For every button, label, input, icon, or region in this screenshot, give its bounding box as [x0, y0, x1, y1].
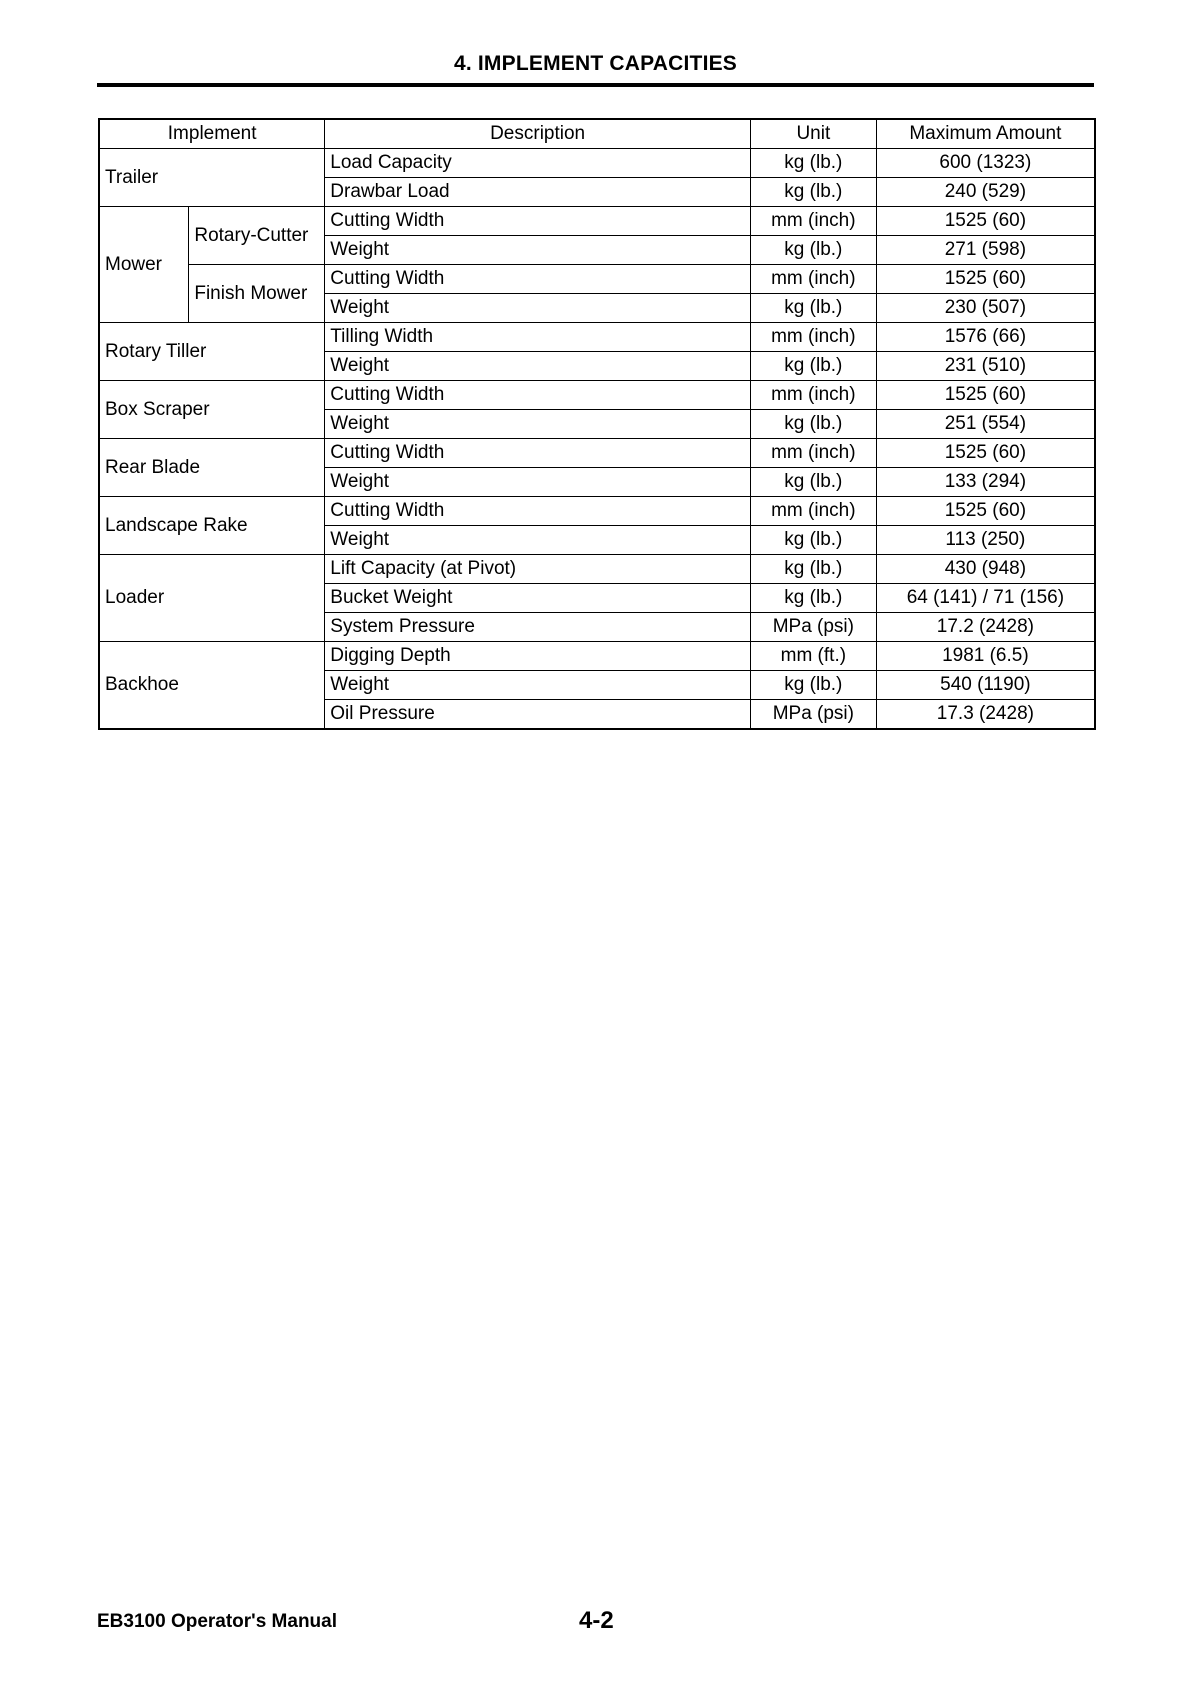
row-unit: kg (lb.): [750, 526, 876, 555]
row-max: 240 (529): [876, 178, 1095, 207]
table-row: [99, 149, 1095, 178]
table-row: [99, 497, 1095, 526]
row-unit: mm (ft.): [750, 642, 876, 671]
row-description: Drawbar Load: [325, 178, 751, 207]
row-description: Lift Capacity (at Pivot): [325, 555, 751, 584]
row-unit: mm (inch): [750, 207, 876, 236]
row-max: 251 (554): [876, 410, 1095, 439]
table-row: [99, 265, 1095, 294]
header-unit: Unit: [750, 119, 876, 149]
row-max: 230 (507): [876, 294, 1095, 323]
row-description: Weight: [325, 236, 751, 265]
group-rotary-tiller: Rotary Tiller: [99, 323, 325, 381]
row-description: Cutting Width: [325, 381, 751, 410]
row-max: 113 (250): [876, 526, 1095, 555]
row-unit: kg (lb.): [750, 468, 876, 497]
row-max: 430 (948): [876, 555, 1095, 584]
row-unit: mm (inch): [750, 439, 876, 468]
row-unit: kg (lb.): [750, 555, 876, 584]
row-max: 271 (598): [876, 236, 1095, 265]
row-max: 133 (294): [876, 468, 1095, 497]
footer-page-number: 4-2: [579, 1607, 614, 1634]
row-max: 17.2 (2428): [876, 613, 1095, 642]
row-unit: mm (inch): [750, 497, 876, 526]
row-unit: MPa (psi): [750, 613, 876, 642]
page-title: 4. IMPLEMENT CAPACITIES: [453, 52, 738, 75]
row-description: Load Capacity: [325, 149, 751, 178]
implement-capacities-table: [98, 118, 1096, 730]
row-max: 1525 (60): [876, 497, 1095, 526]
group-rear-blade: Rear Blade: [99, 439, 325, 497]
group-loader: Loader: [99, 555, 325, 642]
row-max: 1525 (60): [876, 381, 1095, 410]
group-backhoe: Backhoe: [99, 642, 325, 730]
group-mower: Mower: [99, 207, 189, 323]
row-description: Weight: [325, 671, 751, 700]
row-max: 64 (141) / 71 (156): [876, 584, 1095, 613]
row-description: Bucket Weight: [325, 584, 751, 613]
row-unit: kg (lb.): [750, 236, 876, 265]
row-max: 540 (1190): [876, 671, 1095, 700]
row-max: 231 (510): [876, 352, 1095, 381]
row-unit: kg (lb.): [750, 671, 876, 700]
subgroup-rotary-cutter: Rotary-Cutter: [189, 207, 325, 265]
row-max: 1525 (60): [876, 207, 1095, 236]
group-landscape-rake: Landscape Rake: [99, 497, 325, 555]
row-description: Weight: [325, 410, 751, 439]
title-divider: [97, 83, 1094, 87]
row-description: Weight: [325, 526, 751, 555]
row-description: Weight: [325, 294, 751, 323]
row-unit: kg (lb.): [750, 352, 876, 381]
row-description: Cutting Width: [325, 207, 751, 236]
row-max: 1981 (6.5): [876, 642, 1095, 671]
row-description: Weight: [325, 352, 751, 381]
row-description: Cutting Width: [325, 497, 751, 526]
row-max: 1525 (60): [876, 439, 1095, 468]
footer-manual-title: EB3100 Operator's Manual: [97, 1611, 337, 1632]
row-unit: mm (inch): [750, 323, 876, 352]
table-row: [99, 555, 1095, 584]
row-max: 600 (1323): [876, 149, 1095, 178]
row-max: 17.3 (2428): [876, 700, 1095, 730]
group-box-scraper: Box Scraper: [99, 381, 325, 439]
table-row: [99, 381, 1095, 410]
table-header-row: [99, 119, 1095, 149]
row-description: Tilling Width: [325, 323, 751, 352]
row-description: Weight: [325, 468, 751, 497]
row-unit: mm (inch): [750, 265, 876, 294]
row-max: 1576 (66): [876, 323, 1095, 352]
row-unit: mm (inch): [750, 381, 876, 410]
row-unit: kg (lb.): [750, 178, 876, 207]
row-description: System Pressure: [325, 613, 751, 642]
row-unit: kg (lb.): [750, 410, 876, 439]
row-description: Digging Depth: [325, 642, 751, 671]
table-row: [99, 642, 1095, 671]
row-description: Cutting Width: [325, 439, 751, 468]
row-description: Oil Pressure: [325, 700, 751, 730]
row-unit: kg (lb.): [750, 294, 876, 323]
row-description: Cutting Width: [325, 265, 751, 294]
header-description: Description: [325, 119, 751, 149]
row-unit: kg (lb.): [750, 584, 876, 613]
group-trailer: Trailer: [99, 149, 325, 207]
table-row: [99, 323, 1095, 352]
subgroup-finish-mower: Finish Mower: [189, 265, 325, 323]
row-max: 1525 (60): [876, 265, 1095, 294]
row-unit: kg (lb.): [750, 149, 876, 178]
header-implement: Implement: [99, 119, 325, 149]
table-row: [99, 207, 1095, 236]
row-unit: MPa (psi): [750, 700, 876, 730]
header-maximum-amount: Maximum Amount: [876, 119, 1095, 149]
table-row: [99, 439, 1095, 468]
